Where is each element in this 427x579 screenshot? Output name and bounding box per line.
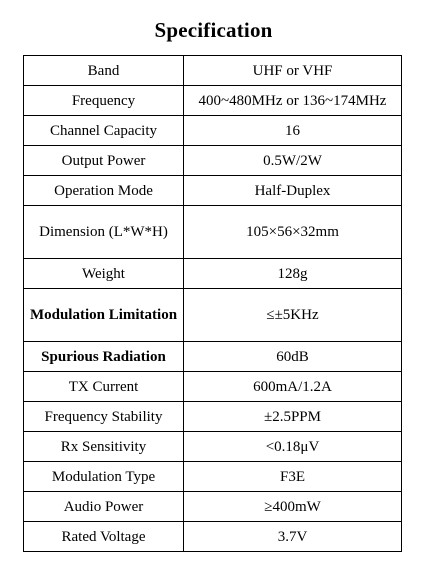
spec-value: F3E (184, 462, 402, 492)
spec-value: ≤±5KHz (184, 289, 402, 342)
table-row (24, 176, 402, 206)
spec-value: 128g (184, 259, 402, 289)
table-row (24, 206, 402, 259)
spec-value: 600mA/1.2A (184, 372, 402, 402)
table-row (24, 402, 402, 432)
spec-label: Weight (24, 259, 184, 289)
table-row (24, 289, 402, 342)
table-row (24, 492, 402, 522)
table-row (24, 116, 402, 146)
table-row (24, 432, 402, 462)
table-row (24, 462, 402, 492)
table-row (24, 259, 402, 289)
spec-label: Dimension (L*W*H) (24, 206, 184, 259)
spec-value: UHF or VHF (184, 56, 402, 86)
table-row (24, 86, 402, 116)
table-row (24, 56, 402, 86)
spec-label: Rx Sensitivity (24, 432, 184, 462)
spec-value: 400~480MHz or 136~174MHz (184, 86, 402, 116)
spec-label: Modulation Type (24, 462, 184, 492)
spec-label: Audio Power (24, 492, 184, 522)
page-title: Specification (154, 18, 273, 42)
spec-label: Rated Voltage (24, 522, 184, 552)
spec-value: Half-Duplex (184, 176, 402, 206)
spec-value: 16 (184, 116, 402, 146)
spec-value: ≥400mW (184, 492, 402, 522)
spec-value: 60dB (184, 342, 402, 372)
spec-label: Output Power (24, 146, 184, 176)
spec-value: 3.7V (184, 522, 402, 552)
spec-value: 0.5W/2W (184, 146, 402, 176)
spec-label: Channel Capacity (24, 116, 184, 146)
spec-label: Spurious Radiation (24, 342, 184, 372)
spec-label: Operation Mode (24, 176, 184, 206)
table-row (24, 146, 402, 176)
spec-value: 105×56×32mm (184, 206, 402, 259)
spec-label: TX Current (24, 372, 184, 402)
table-row (24, 372, 402, 402)
spec-label: Frequency (24, 86, 184, 116)
spec-label: Band (24, 56, 184, 86)
spec-value: ±2.5PPM (184, 402, 402, 432)
table-row (24, 342, 402, 372)
spec-label: Modulation Limitation (24, 289, 184, 342)
table-row (24, 522, 402, 552)
specification-table (23, 55, 402, 552)
spec-value: <0.18μV (184, 432, 402, 462)
spec-label: Frequency Stability (24, 402, 184, 432)
